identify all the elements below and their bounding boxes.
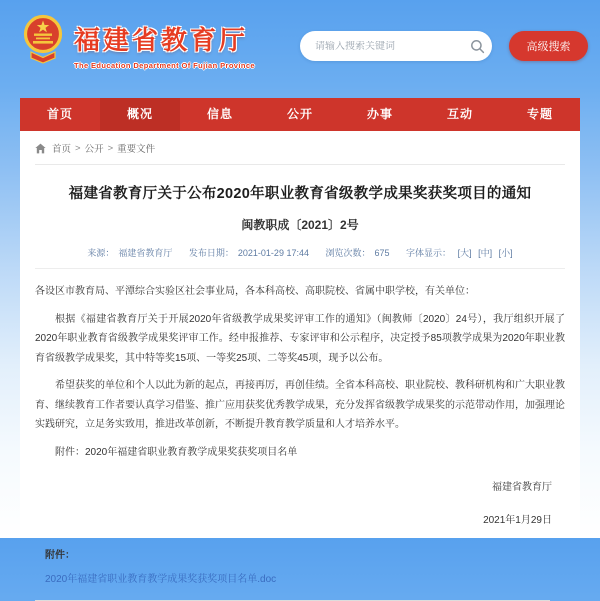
breadcrumb-public[interactable]: 公开 [84, 144, 104, 155]
article-meta [35, 246, 565, 269]
meta-views-label: 浏览次数： [325, 248, 371, 258]
breadcrumb-home[interactable]: 首页 [52, 144, 72, 155]
paragraph-attachment-note: 附件：2020年福建省职业教育教学成果奖获奖项目名单 [55, 446, 298, 458]
attachments-label: 附件： [45, 550, 75, 561]
site-header [0, 0, 600, 98]
font-size-large-button[interactable]: [大] [457, 248, 472, 258]
search-box [300, 31, 492, 61]
nav-item-public[interactable]: 公开 [286, 107, 313, 121]
article-title: 福建省教育厅关于公布2020年职业教育省级教学成果奖获奖项目的通知 [68, 186, 532, 202]
meta-source-label: 来源： [87, 248, 115, 258]
breadcrumb-important-documents[interactable]: 重要文件 [117, 144, 156, 155]
search-input[interactable] [300, 41, 462, 52]
meta-date-label: 发布日期： [188, 248, 234, 258]
breadcrumb-separator: > [75, 142, 81, 154]
breadcrumb [35, 141, 565, 165]
font-size-medium-button[interactable]: [中] [478, 248, 493, 258]
meta-source-value: 福建省教育厅 [118, 248, 173, 258]
search-icon[interactable] [462, 31, 492, 61]
main-nav [20, 98, 580, 131]
paragraph-basis: 根据《福建省教育厅关于开展2020年省级教学成果奖评审工作的通知》（闽教师〔2020〕24号），我厅组织开展了2020年职业教育省级教学成果奖评审工作。经申报推荐、专家评审和公示程序，决定授予85项教学成果为2020年职业教育省级教学成果奖，其中特等奖15项、一等奖25项、二等奖45项，现予以公布。 [35, 313, 565, 364]
site-title-group [74, 14, 255, 70]
nav-item-interact[interactable]: 互动 [446, 107, 473, 121]
content-panel [20, 131, 580, 585]
font-size-small-button[interactable]: [小] [498, 248, 513, 258]
site-logo[interactable] [22, 14, 255, 70]
meta-fontsize-label: 字体显示： [406, 248, 452, 258]
nav-item-home[interactable]: 首页 [46, 107, 73, 121]
breadcrumb-separator: > [107, 142, 114, 154]
document-number: 闽教职成〔2021〕2号 [241, 218, 359, 232]
attachments-section [45, 546, 565, 587]
meta-views-value: 675 [374, 248, 390, 258]
paragraph-hope: 希望获奖的单位和个人以此为新的起点，再接再厉，再创佳绩。全省本科高校、职业院校、教科研机构和广大职业教育、继续教育工作者要认真学习借鉴、推广应用获奖优秀教学成果，充分发挥省级教学成果奖的示范带动作用，加强理论实践研究，立足务实致用，推进改革创新，不断提升教育教学质量和人才培养水平。 [35, 380, 565, 430]
nav-item-services[interactable]: 办事 [366, 107, 393, 121]
nav-item-topics[interactable]: 专题 [526, 107, 553, 121]
site-title: 福建省教育厅 [74, 25, 249, 55]
home-icon[interactable] [35, 143, 46, 154]
nav-item-info[interactable]: 信息 [206, 107, 233, 121]
attachment-doc-link[interactable]: 2020年福建省职业教育教学成果奖获奖项目名单.doc [45, 574, 277, 585]
meta-date-value: 2021-01-29 17:44 [237, 248, 309, 258]
signature-date: 2021年1月29日 [483, 515, 552, 526]
site-subtitle: The Education Department Of Fujian Province [74, 61, 255, 70]
advanced-search-button[interactable]: 高级搜索 [509, 31, 588, 61]
national-emblem-icon [22, 14, 64, 64]
nav-item-overview[interactable]: 概况 [100, 98, 180, 131]
paragraph-salutation: 各设区市教育局、平潭综合实验区社会事业局，各本科高校、高职院校、省属中职学校，有关单位： [35, 286, 475, 297]
signature-organization: 福建省教育厅 [492, 482, 552, 493]
article-body [35, 282, 565, 462]
